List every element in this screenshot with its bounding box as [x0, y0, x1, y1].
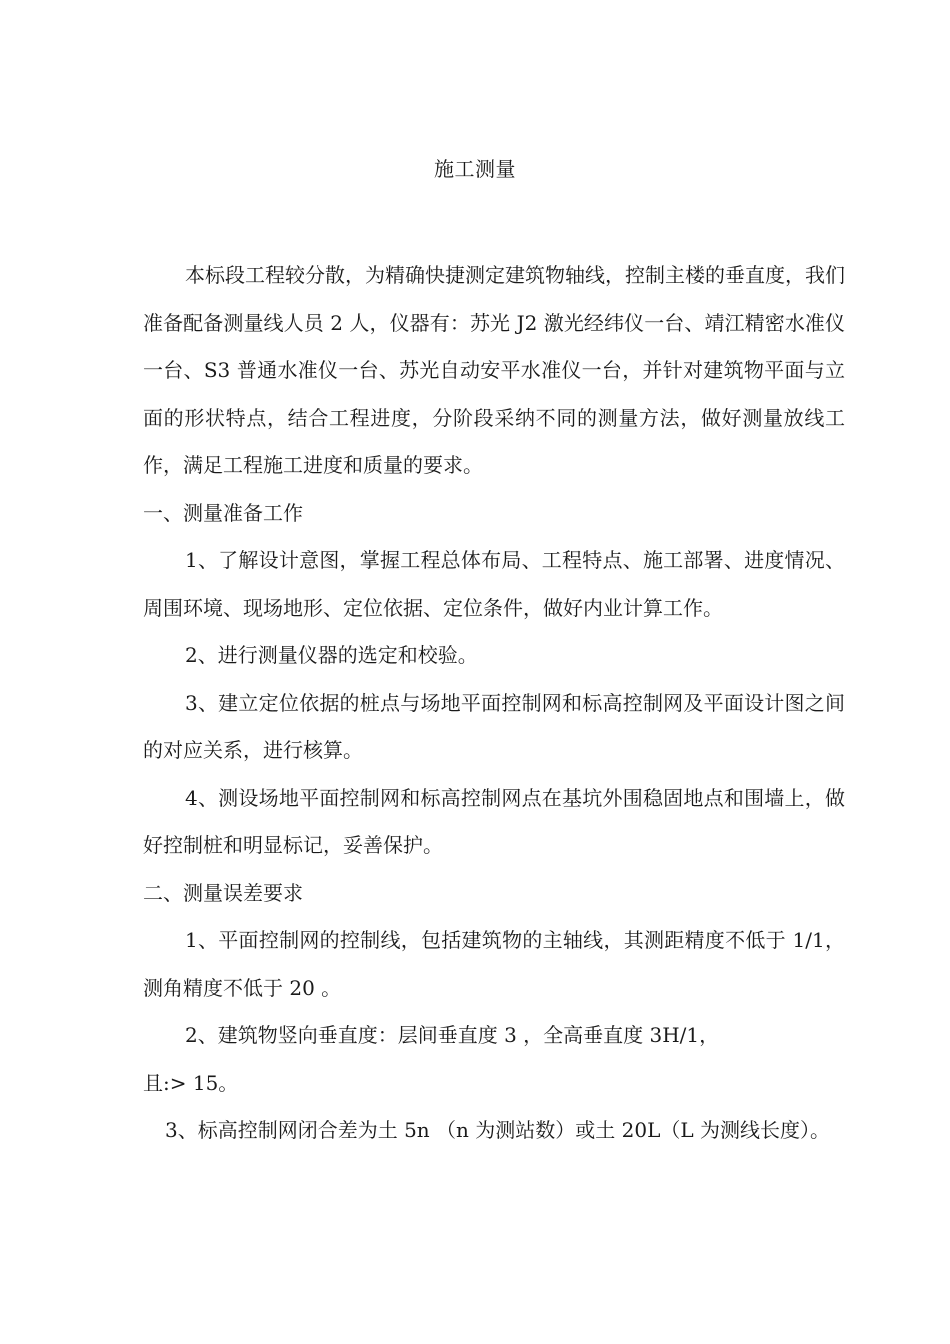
section-heading-preparation: 一、测量准备工作	[143, 500, 303, 525]
section-heading-error: 二、测量误差要求	[143, 880, 303, 905]
intro-paragraph: 本标段工程较分散，为精确快捷测定建筑物轴线，控制主楼的垂直度，我们准备配备测量线人员 2 人，仪器有：苏光 J2 激光经纬仪一台、靖江精密水准仪一台、S3 普通水准仪一台、苏光自动安平水准仪一台，并针对建筑物平面与立面的形状特点，结合工程进度，分阶段采纳不同的测量方法，做好测量放线工作，满足工程施工进度和质量的要求。	[143, 263, 845, 477]
preparation-item-2: 2、进行测量仪器的选定和校验。	[185, 643, 478, 667]
error-item-2: 2、建筑物竖向垂直度：层间垂直度 3 ，全高垂直度 3H/1，	[185, 1023, 720, 1047]
preparation-item-1: 1、了解设计意图，掌握工程总体布局、工程特点、施工部署、进度情况、周围环境、现场地形、定位依据、定位条件，做好内业计算工作。	[143, 548, 845, 620]
preparation-item-4: 4、测设场地平面控制网和标高控制网点在基坑外围稳固地点和围墙上，做好控制桩和明显标记，妥善保护。	[143, 785, 845, 857]
error-item-2-continuation: 且:> 15。	[143, 1070, 239, 1095]
preparation-item-3: 3、建立定位依据的桩点与场地平面控制网和标高控制网及平面设计图之间的对应关系，进行核算。	[143, 690, 845, 762]
error-item-3: 3、标高控制网闭合差为土 5n （n 为测站数）或土 20L（L 为测线长度）。	[165, 1118, 831, 1142]
document-title: 施工测量	[434, 157, 516, 181]
document-body	[143, 252, 845, 1155]
error-item-1: 1、平面控制网的控制线，包括建筑物的主轴线，其测距精度不低于 1/1，测角精度不低于 20 。	[143, 928, 845, 1000]
